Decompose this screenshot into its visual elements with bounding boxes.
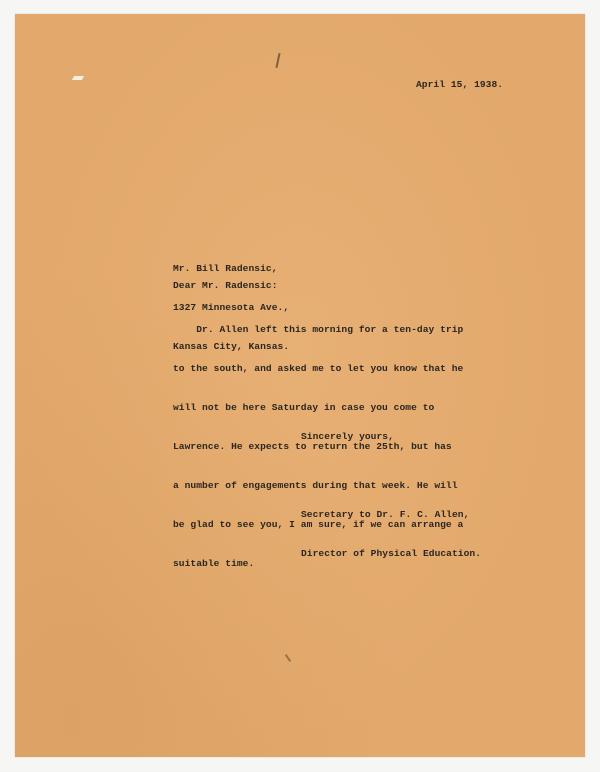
complimentary-closing: Sincerely yours, <box>301 431 394 442</box>
body-line: to the south, and asked me to let you know that he <box>173 363 464 374</box>
body-line: will not be here Saturday in case you come to <box>173 402 435 413</box>
body-line: suitable time. <box>173 558 255 569</box>
body-line: a number of engagements during that week. He will <box>173 480 458 491</box>
address-line: 1327 Minnesota Ave., <box>173 302 290 313</box>
signature-line: Secretary to Dr. F. C. Allen, <box>301 509 470 520</box>
signature-line: Director of Physical Education. <box>301 548 482 559</box>
body-line: Dr. Allen left this morning for a ten-day trip <box>173 324 464 335</box>
ink-speck <box>285 654 291 662</box>
body-line: Lawrence. He expects to return the 25th, but has <box>173 441 452 452</box>
signature-block <box>301 482 481 586</box>
address-line: Mr. Bill Radensic, <box>173 263 278 274</box>
letter-date: April 15, 1938. <box>416 79 504 90</box>
body-line: be glad to see you, I am sure, if we can arrange a <box>173 519 464 530</box>
address-line: Kansas City, Kansas. <box>173 341 290 352</box>
ink-speck <box>275 53 280 68</box>
paper-tear-mark <box>72 76 84 80</box>
salutation: Dear Mr. Radensic: <box>173 280 278 291</box>
letter-page <box>15 14 585 757</box>
